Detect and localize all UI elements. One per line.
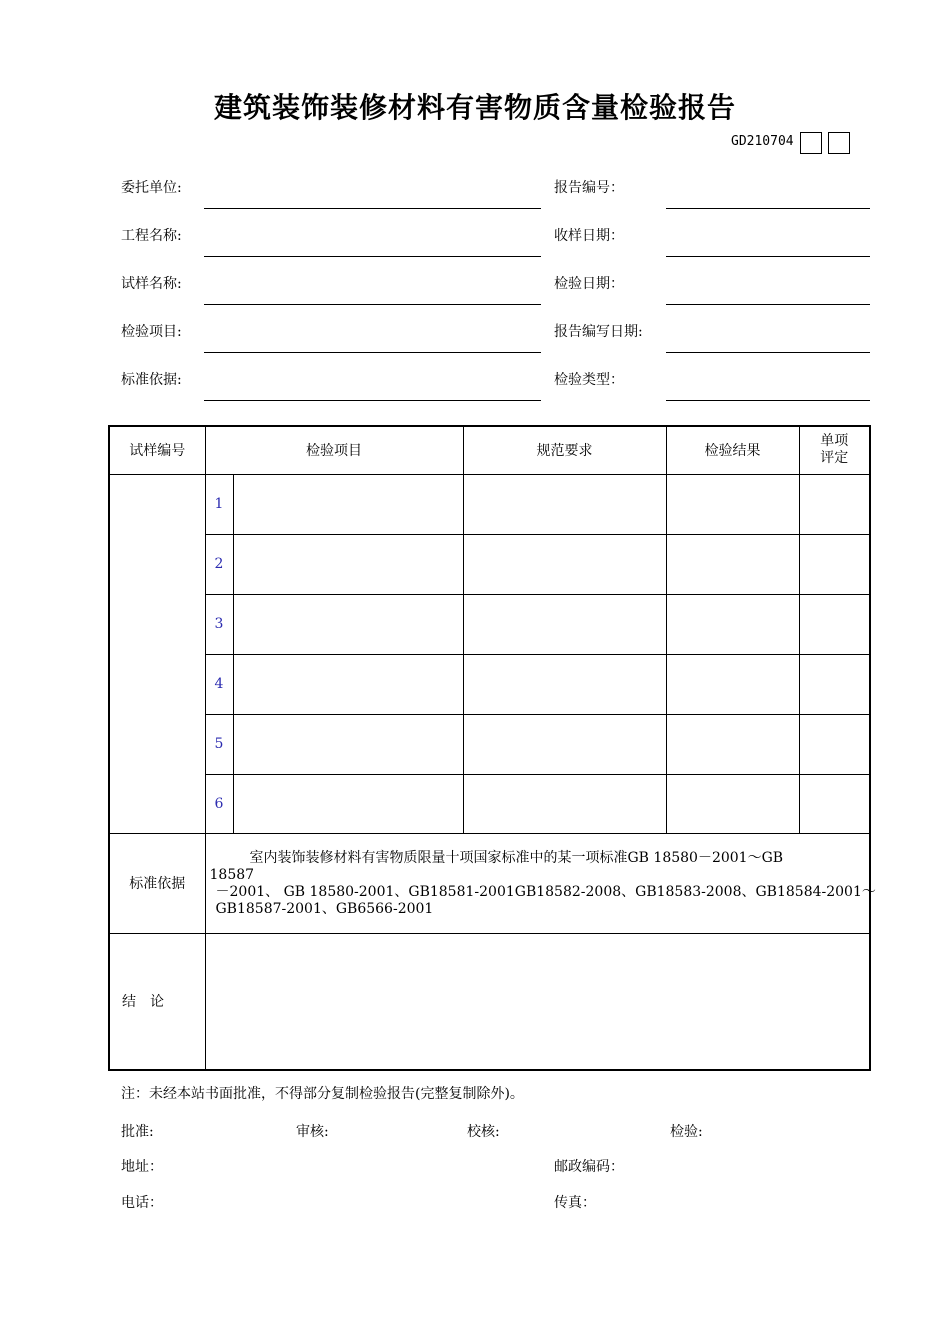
rating-cell[interactable] bbox=[799, 714, 870, 774]
label-client: 委托单位: bbox=[121, 180, 182, 196]
label-report-no: 报告编号： bbox=[554, 180, 624, 196]
result-cell[interactable] bbox=[666, 774, 799, 833]
inspect-label: 检验: bbox=[670, 1124, 703, 1140]
table-row bbox=[109, 714, 870, 774]
result-cell[interactable] bbox=[666, 714, 799, 774]
copy-notice: 注：未经本站书面批准，不得部分复制检验报告(完整复制除外)。 bbox=[121, 1086, 524, 1102]
item-cell[interactable] bbox=[233, 474, 463, 534]
label-project-name: 工程名称: bbox=[121, 228, 182, 244]
table-row bbox=[109, 774, 870, 833]
row-number: 4 bbox=[205, 654, 233, 714]
standard-row bbox=[109, 833, 870, 933]
label-test-date: 检验日期： bbox=[554, 276, 624, 292]
requirement-cell[interactable] bbox=[463, 714, 666, 774]
test-item-field[interactable] bbox=[204, 352, 541, 353]
requirement-cell[interactable] bbox=[463, 654, 666, 714]
header-rating bbox=[799, 426, 870, 474]
test-date-field[interactable] bbox=[666, 304, 870, 305]
table-header-row bbox=[109, 426, 870, 474]
receive-date-field[interactable] bbox=[666, 256, 870, 257]
header-sample-no: 试样编号 bbox=[109, 426, 205, 474]
conclusion-row bbox=[109, 933, 870, 1070]
header-rating-line2: 评定 bbox=[820, 450, 849, 467]
project-name-field[interactable] bbox=[204, 256, 541, 257]
conclusion-cell[interactable] bbox=[205, 933, 870, 1070]
standard-text-line: 18587 bbox=[209, 866, 255, 883]
requirement-cell[interactable] bbox=[463, 774, 666, 833]
standard-text bbox=[205, 833, 876, 933]
item-cell[interactable] bbox=[233, 534, 463, 594]
row-number: 3 bbox=[205, 594, 233, 654]
row-number: 5 bbox=[205, 714, 233, 774]
results-table bbox=[108, 425, 876, 1071]
row-number: 2 bbox=[205, 534, 233, 594]
address-label: 地址： bbox=[121, 1159, 163, 1175]
result-cell[interactable] bbox=[666, 654, 799, 714]
standard-label: 标准依据 bbox=[109, 833, 205, 933]
label-standard: 标准依据: bbox=[121, 372, 182, 388]
table-row bbox=[109, 534, 870, 594]
header-requirement: 规范要求 bbox=[463, 426, 666, 474]
header-result: 检验结果 bbox=[666, 426, 799, 474]
review-label: 审核: bbox=[296, 1124, 329, 1140]
row-number: 1 bbox=[205, 474, 233, 534]
standard-text-line: －2001、 GB 18580-2001、GB18581-2001GB18582-2008、GB18583-2008、GB18584-2001～ bbox=[215, 883, 876, 900]
fax-label: 传真： bbox=[554, 1195, 596, 1211]
label-sample-name: 试样名称: bbox=[121, 276, 182, 292]
standard-text-line: GB18587-2001、GB6566-2001 bbox=[215, 900, 434, 917]
rating-cell[interactable] bbox=[799, 534, 870, 594]
standard-field[interactable] bbox=[204, 400, 541, 401]
report-title: 建筑装饰装修材料有害物质含量检验报告 bbox=[213, 91, 736, 124]
item-cell[interactable] bbox=[233, 714, 463, 774]
form-code-box-1[interactable] bbox=[800, 132, 822, 154]
requirement-cell[interactable] bbox=[463, 534, 666, 594]
sample-no-cell[interactable] bbox=[109, 474, 205, 833]
table-row bbox=[109, 654, 870, 714]
label-test-type: 检验类型： bbox=[554, 372, 624, 388]
requirement-cell[interactable] bbox=[463, 474, 666, 534]
label-report-date: 报告编写日期: bbox=[554, 324, 643, 340]
header-test-item: 检验项目 bbox=[205, 426, 463, 474]
standard-text-line: 室内装饰装修材料有害物质限量十项国家标准中的某一项标准GB 18580－2001～GB bbox=[249, 849, 784, 866]
rating-cell[interactable] bbox=[799, 654, 870, 714]
report-no-field[interactable] bbox=[666, 208, 870, 209]
test-type-field[interactable] bbox=[666, 400, 870, 401]
phone-label: 电话： bbox=[121, 1195, 163, 1211]
rating-cell[interactable] bbox=[799, 774, 870, 833]
result-cell[interactable] bbox=[666, 534, 799, 594]
table-row bbox=[109, 594, 870, 654]
label-receive-date: 收样日期： bbox=[554, 228, 624, 244]
postcode-label: 邮政编码： bbox=[554, 1159, 624, 1175]
sample-name-field[interactable] bbox=[204, 304, 541, 305]
rating-cell[interactable] bbox=[799, 474, 870, 534]
approve-label: 批准: bbox=[121, 1124, 154, 1140]
check-label: 校核: bbox=[467, 1124, 500, 1140]
item-cell[interactable] bbox=[233, 774, 463, 833]
row-number: 6 bbox=[205, 774, 233, 833]
form-code-box-2[interactable] bbox=[828, 132, 850, 154]
report-date-field[interactable] bbox=[666, 352, 870, 353]
conclusion-label: 结 论 bbox=[109, 933, 205, 1070]
result-cell[interactable] bbox=[666, 594, 799, 654]
item-cell[interactable] bbox=[233, 594, 463, 654]
client-field[interactable] bbox=[204, 208, 541, 209]
rating-cell[interactable] bbox=[799, 594, 870, 654]
requirement-cell[interactable] bbox=[463, 594, 666, 654]
form-code: GD210704 bbox=[731, 134, 794, 149]
item-cell[interactable] bbox=[233, 654, 463, 714]
table-row bbox=[109, 474, 870, 534]
result-cell[interactable] bbox=[666, 474, 799, 534]
label-test-item: 检验项目: bbox=[121, 324, 182, 340]
header-rating-line1: 单项 bbox=[820, 433, 849, 450]
